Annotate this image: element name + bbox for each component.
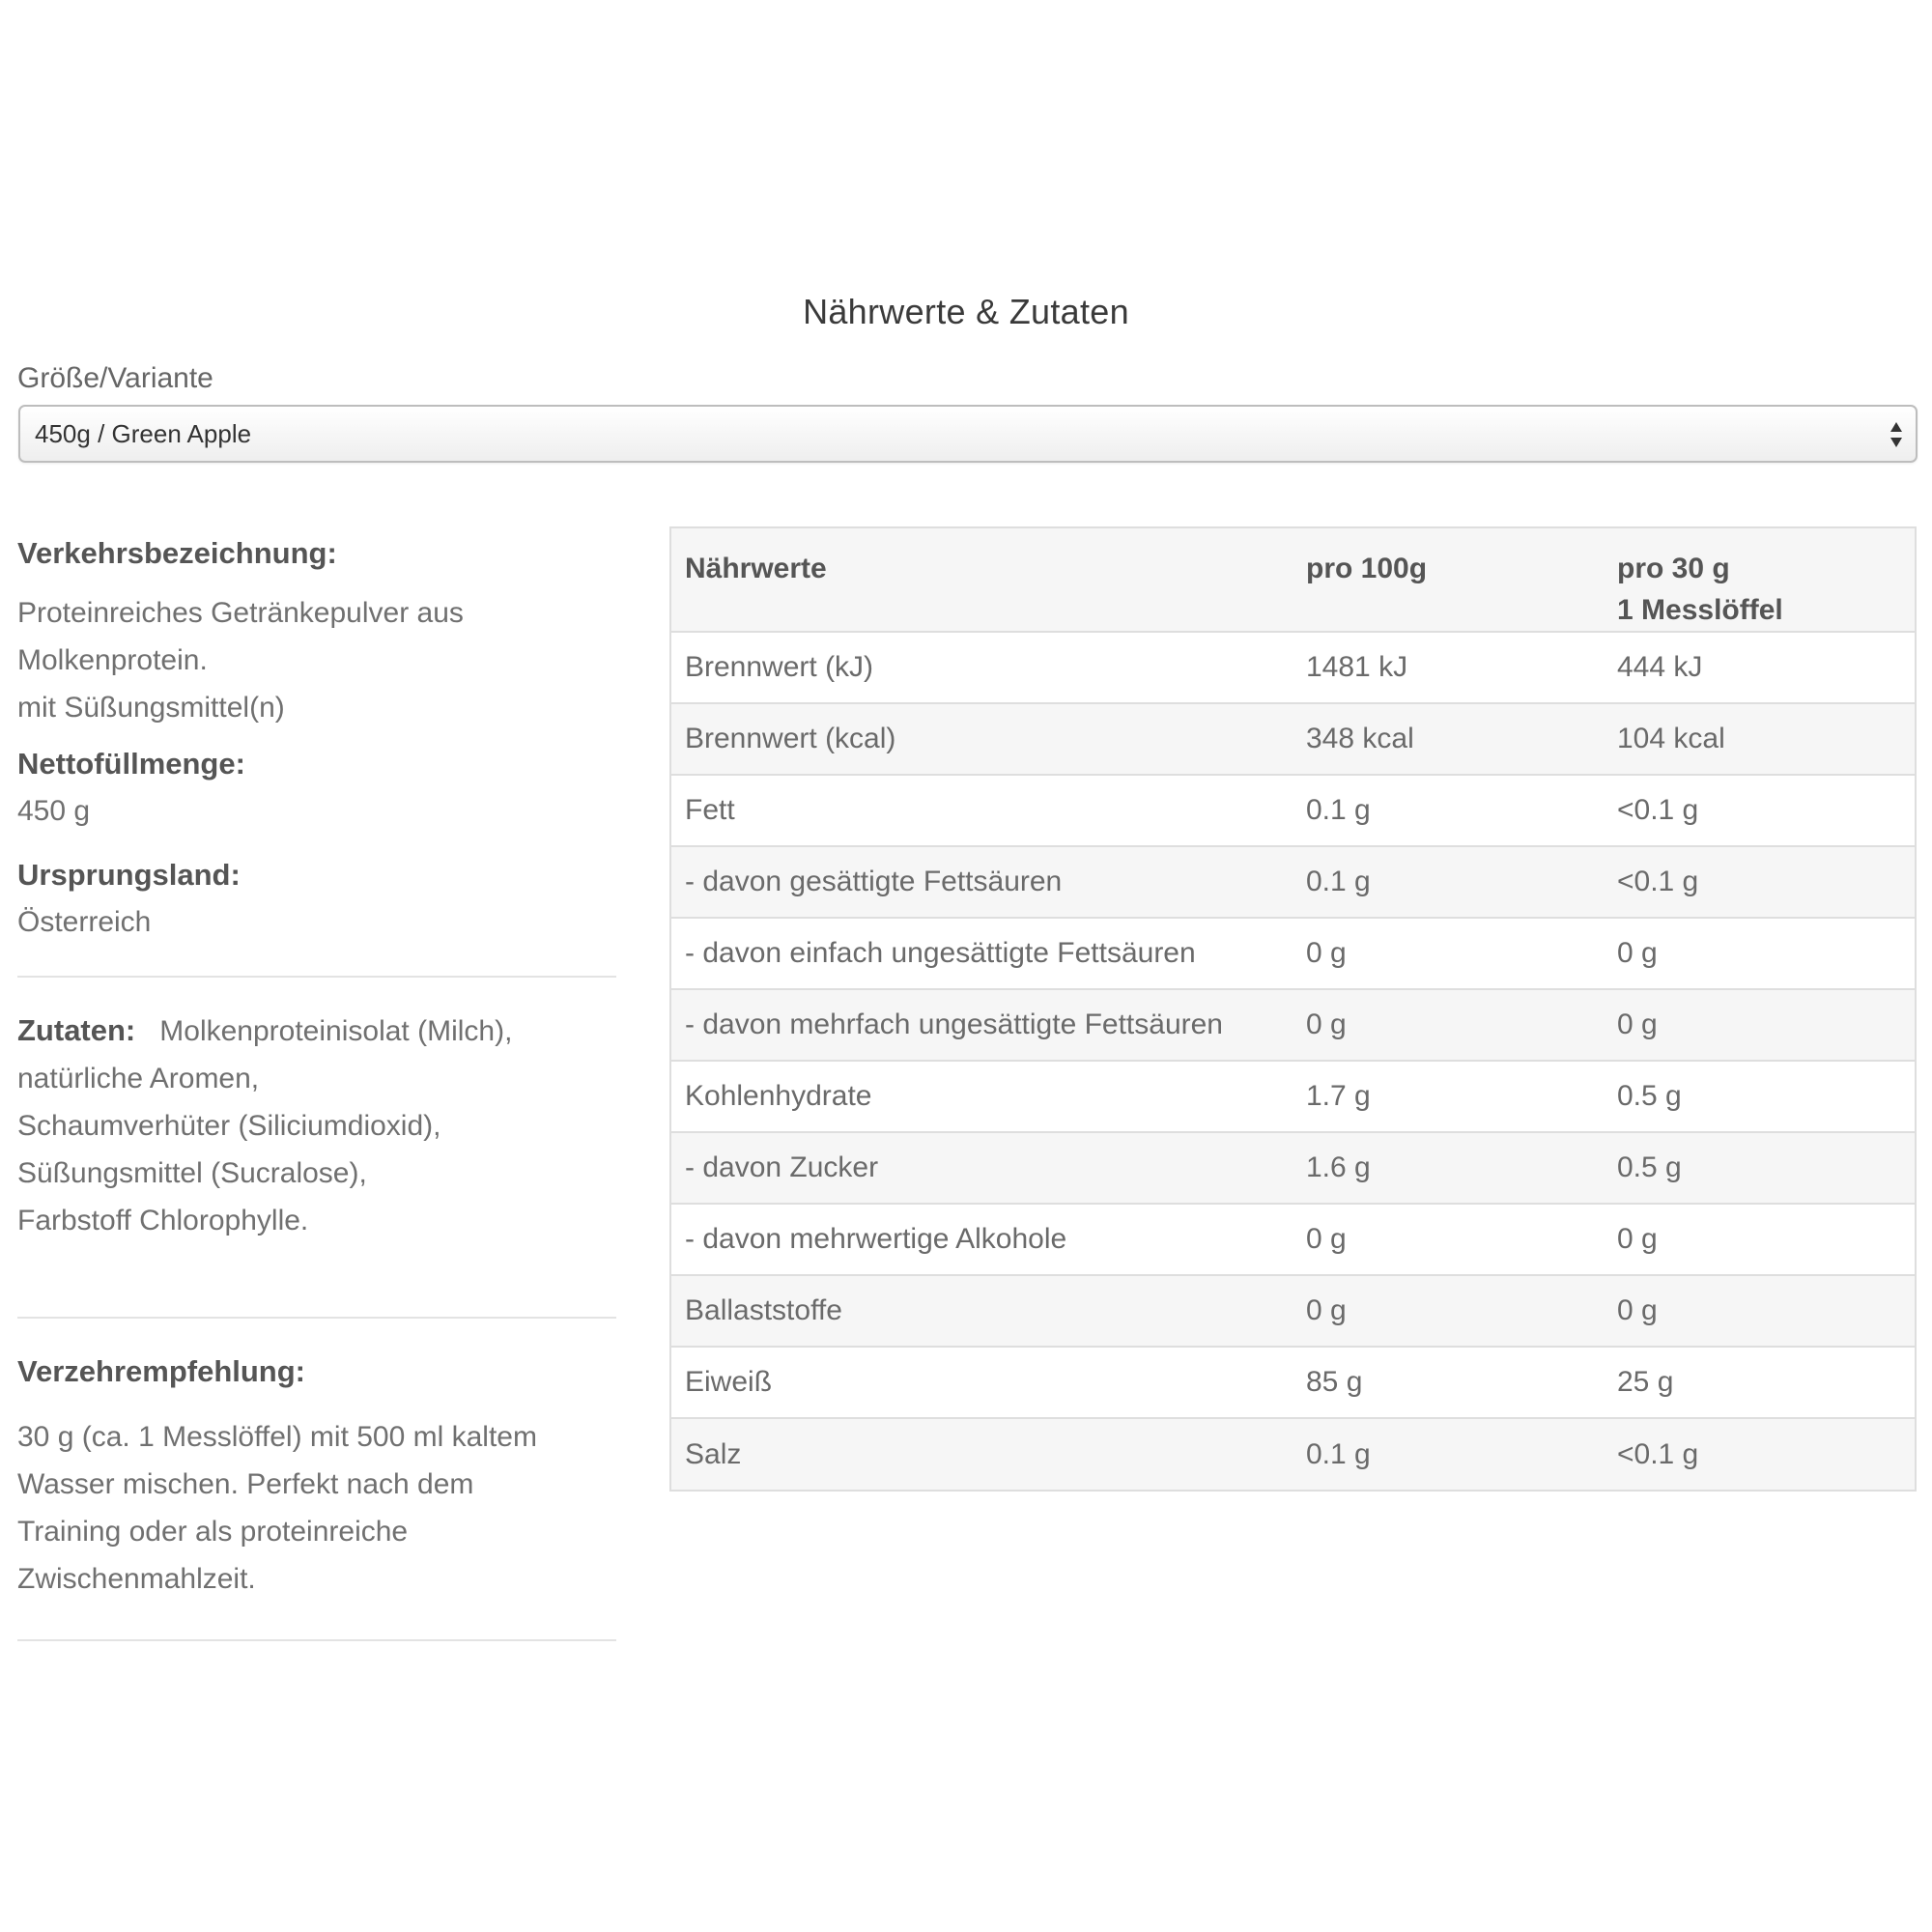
table-row xyxy=(671,703,1915,775)
nutrient-name: Ballaststoffe xyxy=(671,1275,1293,1347)
nutrient-name: - davon Zucker xyxy=(671,1132,1293,1204)
table-row xyxy=(671,775,1915,846)
verzehrempfehlung-label: Verzehrempfehlung: xyxy=(17,1354,305,1388)
zutaten-block xyxy=(17,1007,616,1055)
table-row xyxy=(671,846,1915,918)
value-per-30g: <0.1 g xyxy=(1604,775,1915,846)
value-per-30g: 0 g xyxy=(1604,989,1915,1061)
value-per-30g: 0 g xyxy=(1604,918,1915,989)
header-naehrwerte: Nährwerte xyxy=(671,528,1293,632)
value-per-30g: 444 kJ xyxy=(1604,632,1915,703)
ursprungsland-value: Österreich xyxy=(17,906,152,938)
value-per-100g: 0.1 g xyxy=(1293,1418,1604,1490)
variant-select[interactable] xyxy=(18,405,1918,463)
nutrient-name: Eiweiß xyxy=(671,1347,1293,1418)
variant-label: Größe/Variante xyxy=(17,362,213,394)
nutrient-name: Fett xyxy=(671,775,1293,846)
value-per-30g: 0 g xyxy=(1604,1204,1915,1275)
header-pro-100g: pro 100g xyxy=(1293,528,1604,632)
table-row xyxy=(671,989,1915,1061)
verzehrempfehlung-line: Wasser mischen. Perfekt nach dem xyxy=(17,1468,474,1500)
table-row xyxy=(671,1275,1915,1347)
zutaten-line: Farbstoff Chlorophylle. xyxy=(17,1205,309,1236)
nutrient-name: - davon mehrfach ungesättigte Fettsäuren xyxy=(671,989,1293,1061)
value-per-100g: 0.1 g xyxy=(1293,775,1604,846)
nettofuellmenge-label: Nettofüllmenge: xyxy=(17,747,245,781)
table-row xyxy=(671,1061,1915,1132)
value-per-30g: 104 kcal xyxy=(1604,703,1915,775)
ursprungsland-label: Ursprungsland: xyxy=(17,858,241,892)
value-per-100g: 85 g xyxy=(1293,1347,1604,1418)
header-pro-30g xyxy=(1604,528,1915,632)
divider xyxy=(17,1639,616,1641)
header-pro-30g-line2: 1 Messlöffel xyxy=(1617,594,1783,626)
zutaten-line: Süßungsmittel (Sucralose), xyxy=(17,1157,367,1189)
verzehrempfehlung-line: Zwischenmahlzeit. xyxy=(17,1563,256,1595)
table-row xyxy=(671,918,1915,989)
table-row xyxy=(671,1418,1915,1490)
value-per-100g: 348 kcal xyxy=(1293,703,1604,775)
value-per-30g: <0.1 g xyxy=(1604,846,1915,918)
verkehrsbezeichnung-line: Proteinreiches Getränkepulver aus xyxy=(17,597,464,629)
zutaten-label: Zutaten: xyxy=(17,1013,136,1047)
nutrient-name: - davon gesättigte Fettsäuren xyxy=(671,846,1293,918)
zutaten-line: Schaumverhüter (Siliciumdioxid), xyxy=(17,1110,441,1142)
verzehrempfehlung-line: 30 g (ca. 1 Messlöffel) mit 500 ml kaltem xyxy=(17,1421,537,1453)
value-per-30g: 0.5 g xyxy=(1604,1132,1915,1204)
value-per-100g: 0 g xyxy=(1293,989,1604,1061)
value-per-30g: 25 g xyxy=(1604,1347,1915,1418)
nutrient-name: Brennwert (kJ) xyxy=(671,632,1293,703)
table-row xyxy=(671,1204,1915,1275)
verzehrempfehlung-line: Training oder als proteinreiche xyxy=(17,1516,409,1548)
zutaten-line: Molkenproteinisolat (Milch), xyxy=(159,1015,513,1047)
header-pro-30g-line1: pro 30 g xyxy=(1617,553,1730,584)
page-title: Nährwerte & Zutaten xyxy=(803,292,1129,331)
verkehrsbezeichnung-line: mit Süßungsmittel(n) xyxy=(17,692,285,724)
table-row xyxy=(671,1347,1915,1418)
nutrient-name: - davon mehrwertige Alkohole xyxy=(671,1204,1293,1275)
table-row xyxy=(671,1132,1915,1204)
value-per-100g: 1481 kJ xyxy=(1293,632,1604,703)
table-header-row xyxy=(671,528,1915,632)
value-per-100g: 1.6 g xyxy=(1293,1132,1604,1204)
value-per-100g: 1.7 g xyxy=(1293,1061,1604,1132)
variant-selected-value: 450g / Green Apple xyxy=(35,419,252,448)
zutaten-line: natürliche Aromen, xyxy=(17,1063,260,1094)
nettofuellmenge-value: 450 g xyxy=(17,795,91,827)
nutrient-name: Salz xyxy=(671,1418,1293,1490)
value-per-100g: 0 g xyxy=(1293,918,1604,989)
verkehrsbezeichnung-line: Molkenprotein. xyxy=(17,644,208,676)
product-info xyxy=(17,529,616,1641)
nutrient-name: - davon einfach ungesättigte Fettsäuren xyxy=(671,918,1293,989)
nutrient-name: Brennwert (kcal) xyxy=(671,703,1293,775)
value-per-30g: <0.1 g xyxy=(1604,1418,1915,1490)
value-per-30g: 0.5 g xyxy=(1604,1061,1915,1132)
nutrient-name: Kohlenhydrate xyxy=(671,1061,1293,1132)
value-per-100g: 0 g xyxy=(1293,1204,1604,1275)
verkehrsbezeichnung-label: Verkehrsbezeichnung: xyxy=(17,536,337,570)
table-row xyxy=(671,632,1915,703)
select-arrows-icon xyxy=(1889,418,1904,451)
value-per-100g: 0.1 g xyxy=(1293,846,1604,918)
value-per-30g: 0 g xyxy=(1604,1275,1915,1347)
value-per-100g: 0 g xyxy=(1293,1275,1604,1347)
nutrition-table xyxy=(669,526,1917,1492)
